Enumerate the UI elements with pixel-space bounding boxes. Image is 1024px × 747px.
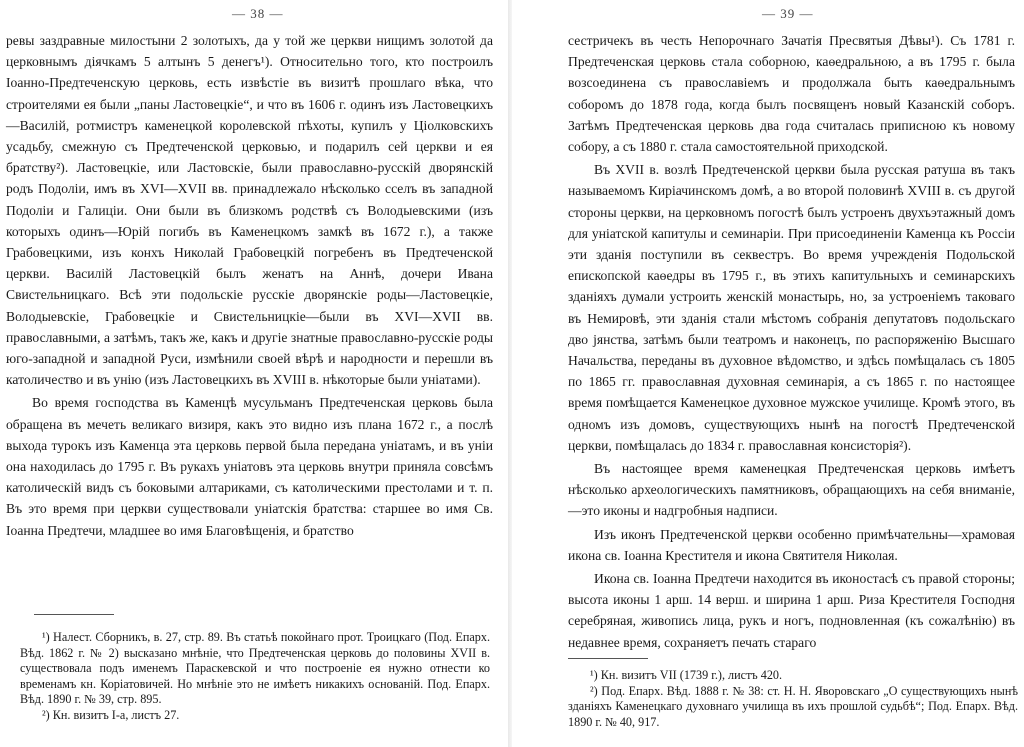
footnote: ¹) Кн. визитъ VII (1739 г.), листъ 420. <box>590 668 783 682</box>
right-page <box>512 0 1024 747</box>
page-number: — 39 — <box>762 6 814 21</box>
paragraph: ревы заздравные милостыни 2 золотыхъ, да у той же церкви нищимъ золотой да церковнымъ дiячкамъ 5 алтынъ 5 денегъ¹). Относительно того, кто построилъ Iоанно-Предтеченскую церковь, есть извѣстiе въ визитѣ прошлаго вѣка, что строителями ея были „паны Ластовецкiе“, и что въ 1606 г. одинъ изъ Ластовецкихъ—Василiй, ротмистръ каменецкой королевской пѣхоты, купилъ у Цiолковскихъ усадьбу, смежную съ Предтеченской церковью, и подарилъ сей церкви и ея братству²). Ластовецкiе, или Ластовскiе, были православно-русскiй дворянскiй родъ Подолiи, имъ въ XVI—XVII вв. принадлежало нѣсколько сселъ въ западной Подолiи и Галицiи. Они были въ близкомъ родствѣ съ Володыевскими (изъ которыхъ одинъ—Юрiй погибъ въ Каменецкомъ замкѣ въ 1672 г.), а также Грабовецкими, изъ конхъ Николай Грабовецкiй погребенъ въ Предтеченской церкви. Василiй Ластовецкiй былъ женатъ на Аннѣ, дочери Ивана Свистельницкаго. Всѣ эти подольскiе русскiе дворянскiе роды—Ластовецкiе, Володыевскiе, Грабовецкiе и Свистельницкiе—были въ XVI—XVII вв. православными, а затѣмъ, такъ же, какъ и другiе знатные православно-русскiе роды юго-западной и западной Руси, измѣнили своей вѣрѣ и народности и перешли въ католичество и въ унiю (изъ Ластовецкихъ въ XVIII в. нѣкоторые были унiатами). <box>6 33 493 388</box>
footnote: ²) Кн. визитъ I-а, листъ 27. <box>42 707 180 722</box>
footnotes <box>20 630 490 724</box>
paragraph: Въ настоящее время каменецкая Предтеченская церковь имѣетъ нѣсколько археологическихъ памятниковъ, обращающихъ на себя вниманiе,—это иконы и надгробныя надписи. <box>568 461 1015 519</box>
footnotes <box>568 668 1018 730</box>
footnote-rule <box>34 614 114 615</box>
left-page <box>0 0 508 747</box>
paragraph: Икона св. Iоанна Предтечи находится въ иконостасѣ съ правой стороны; высота иконы 1 арш. 14 верш. и ширина 1 арш. Риза Крестителя Господня серебряная, живопись лица, рукъ и ногъ, подновленная (къ сожалѣнiю) въ недавнее время, сохраняетъ печать стараго <box>568 571 1015 650</box>
footnote: ²) Под. Епарх. Вѣд. 1888 г. № 38: ст. Н. Н. Яворовскаго „О существующихъ нынѣ зданiяхъ Каменецкаго духовнаго училища въ ихъ прошлой судьбѣ“; Под. Епарх. Вѣд. 1890 г. № 40, 917. <box>568 683 1018 729</box>
footnote: ¹) Налест. Сборникъ, в. 27, стр. 89. Въ статьѣ покойнаго прот. Троицкаго (Под. Епарх. Вѣд. 1862 г. № 2) высказано мнѣнiе, что Предтеченская церковь до половины XVII в. существовала подъ именемъ Параскевской и что построенiе ея нужно отнести ко временамъ кн. Корiатовичей. Но мнѣнiе это не имѣетъ никакихъ основанiй. Под. Епарх. Вѣд. 1890 г. № 39, стр. 895. <box>20 630 490 707</box>
body-text <box>6 30 493 541</box>
page-number: — 38 — <box>232 6 284 21</box>
paragraph: Во время господства въ Каменцѣ мусульманъ Предтеченская церковь была обращена въ мечеть великаго визиря, какъ это видно изъ плана 1672 г., а послѣ выхода турокъ изъ Каменца эта церковь первой была передана унiатамъ, и въ унiи она находилась до 1795 г. Въ рукахъ унiатовъ эта церковь внутри приняла совсѣмъ католическiй видъ съ боковыми алтариками, съ католическими престолами и т. п. Въ это время при церкви существовали унiатскiя братства: старшее во имя Св. Iоанна Предтечи, младшее во имя Благовѣщенiя, и братство <box>6 395 493 538</box>
paragraph: Изъ иконъ Предтеченской церкви особенно примѣчательны—храмовая икона св. Iоанна Крестителя и икона Святителя Николая. <box>568 526 1015 563</box>
body-text <box>568 30 1015 653</box>
footnote-rule <box>568 658 648 659</box>
paragraph: сестричекъ въ честь Непорочнаго Зачатiя Пресвятыя Дѣвы¹). Съ 1781 г. Предтеченская церковь стала соборною, каѳедральною, а въ 1795 г. была возсоединена съ православiемъ и продолжала быть каѳедральнымъ соборомъ до 1878 года, когда былъ посвященъ новый Казанскiй соборъ. Затѣмъ Предтеченская церковь два года считалась приписною къ новому собору, а съ 1880 г. стала самостоятельной приходской. <box>568 33 1015 155</box>
paragraph: Въ XVII в. возлѣ Предтеченской церкви была русская ратуша въ такъ называемомъ Кирiачинскомъ домѣ, а во второй половинѣ XVIII в. съ другой стороны церкви, на церковномъ погостѣ былъ устроенъ двухъэтажный домъ для унiатской капитулы и семинарiи. При присоединенiи Каменца къ Россiи эти зданiя поступили въ секвестръ. Во время учрежденiя Подольской епископской каѳедры въ 1795 г., въ этихъ капитульныхъ и семинарскихъ зданiяхъ думали устроить женскiй монастырь, но, за устроенiемъ таковаго въ Немировѣ, эти зданiя стали мѣстомъ собранiя депутатовъ подольскаго дво јянства, затѣмъ были театромъ и наконецъ, по распоряженiю Высшаго Начальства, переданы въ духовное вѣдомство, и здѣсь помѣщалась съ 1805 по 1865 гг. православная духовная семинарiя, а съ 1865 г. по настоящее время помѣщается Каменецкое духовное мужское училище. Кромѣ этого, въ одномъ изъ домовъ, существующихъ нынѣ на погостѣ Предтеченской церкви, помѣщалась до 1834 г. православная консисторiя²). <box>568 162 1015 453</box>
